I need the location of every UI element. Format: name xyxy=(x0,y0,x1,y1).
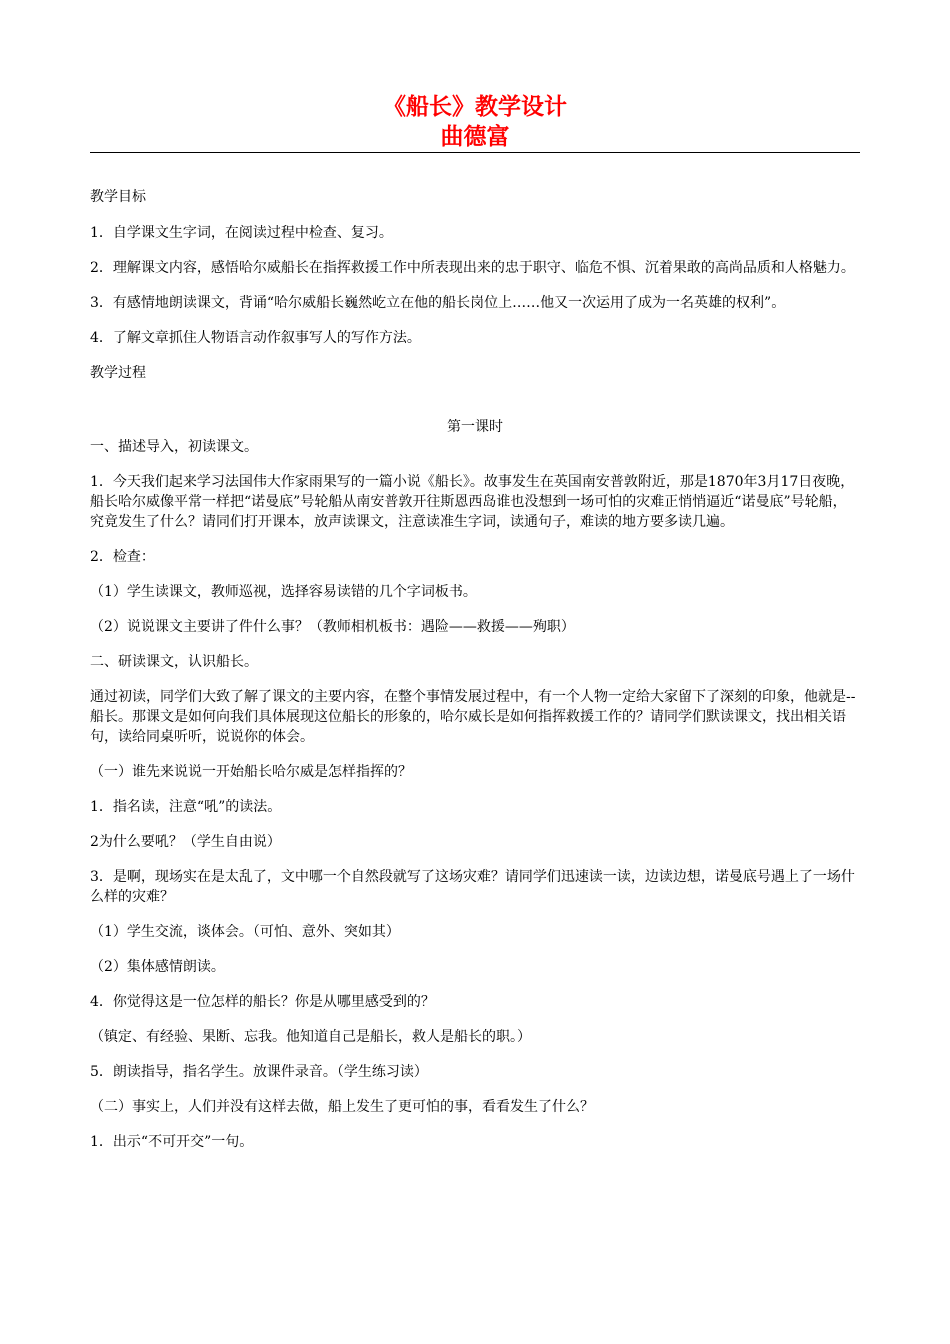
paragraph: 2．检查： xyxy=(90,549,155,565)
document-title: 《船长》教学设计 xyxy=(383,94,567,120)
part-heading: 一、描述导入，初读课文。 xyxy=(90,439,258,455)
goal-item: 1．自学课文生字词，在阅读过程中检查、复习。 xyxy=(90,225,393,241)
process-heading: 教学过程 xyxy=(90,365,146,381)
document-body xyxy=(90,187,860,1152)
title-block xyxy=(90,92,860,152)
paragraph: 1．今天我们起来学习法国伟大作家雨果写的一篇小说《船长》。故事发生在英国南安普敦附近，那是1870年3月17日夜晚，船长哈尔威像平常一样把“诺曼底”号轮船从南安普敦开往斯恩西岛谁也没想到一场可怕的灾难正悄悄逼近“诺曼底”号轮船，究竟发生了什么？请同们打开课本，放声读课文，注意读准生字词，读通句子，难读的地方要多读几遍。 xyxy=(90,474,855,530)
goal-item: 3．有感情地朗读课文，背诵“哈尔威船长巍然屹立在他的船长岗位上……他又一次运用了成为一名英雄的权利”。 xyxy=(90,295,786,311)
paragraph: 3．是啊，现场实在是太乱了，文中哪一个自然段就写了这场灾难？请同学们迅速读一读，边读边想，诺曼底号遇上了一场什么样的灾难？ xyxy=(90,869,855,905)
document-page xyxy=(90,92,860,1167)
paragraph: （二）事实上，人们并没有这样去做，船上发生了更可怕的事，看看发生了什么？ xyxy=(90,1099,594,1115)
paragraph: 5．朗读指导，指名学生。放课件录音。（学生练习读） xyxy=(90,1064,428,1080)
paragraph: （一）谁先来说说一开始船长哈尔威是怎样指挥的？ xyxy=(90,764,412,780)
goals-heading: 教学目标 xyxy=(90,189,146,205)
goal-item: 4．了解文章抓住人物语言动作叙事写人的写作方法。 xyxy=(90,330,421,346)
paragraph: （1）学生交流，谈体会。（可怕、意外、突如其） xyxy=(90,924,400,940)
paragraph: （2）集体感情朗读。 xyxy=(90,959,225,975)
document-author: 曲德富 xyxy=(440,124,510,150)
goal-item: 2．理解课文内容，感悟哈尔威船长在指挥救援工作中所表现出来的忠于职守、临危不惧、沉着果敢的高尚品质和人格魅力。 xyxy=(90,260,855,276)
title-divider xyxy=(90,152,860,153)
paragraph: 1．出示“不可开交”一句。 xyxy=(90,1134,254,1150)
paragraph: （2）说说课文主要讲了件什么事？（教师相机板书：遇险——救援——殉职） xyxy=(90,619,575,635)
paragraph: 1．指名读，注意“吼”的读法。 xyxy=(90,799,282,815)
part-heading: 二、研读课文，认识船长。 xyxy=(90,654,258,670)
paragraph: （镇定、有经验、果断、忘我。他知道自己是船长，救人是船长的职。） xyxy=(90,1029,531,1045)
lesson-heading: 第一课时 xyxy=(447,419,503,435)
paragraph: 4．你觉得这是一位怎样的船长？你是从哪里感受到的？ xyxy=(90,994,435,1010)
paragraph: 通过初读，同学们大致了解了课文的主要内容，在整个事情发展过程中，有一个人物一定给大家留下了深刻的印象，他就是--船长。那课文是如何向我们具体展现这位船长的形象的，哈尔威长是如何指挥救援工作的？请同学们默读课文，找出相关语句，读给同桌听听，说说你的体会。 xyxy=(90,689,856,745)
paragraph: 2为什么要吼？（学生自由说） xyxy=(90,834,281,850)
paragraph: （1）学生读课文，教师巡视，选择容易读错的几个字词板书。 xyxy=(90,584,477,600)
